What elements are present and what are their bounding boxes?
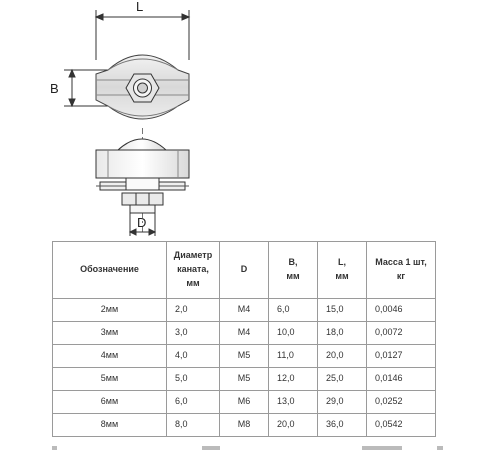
column-header [269,242,318,299]
table-cell: 13,0 [269,391,318,414]
table-cell: 3мм [53,322,167,345]
dimension-l-label: L [136,0,144,14]
column-header [53,242,167,299]
table-row [53,322,436,345]
table-cell: 20,0 [269,414,318,437]
column-header-line: каната, [177,264,209,275]
column-header-line: Обозначение [80,264,139,275]
column-header-line: Масса 1 шт, [375,257,427,268]
table-cell: 6мм [53,391,167,414]
column-header-line: мм [186,277,200,288]
table-cell: 12,0 [269,368,318,391]
dimension-d-label: D [137,215,147,230]
table-cell: 5,0 [167,368,220,391]
table-cell: 0,0046 [367,299,436,322]
table-cell: 3,0 [167,322,220,345]
column-header-line: D [240,264,248,275]
column-header [367,242,436,299]
table-row [53,414,436,437]
table-header-row [53,242,436,299]
clamp-side-view [96,139,189,213]
table-cell: M4 [220,322,269,345]
table-row [53,368,436,391]
table-cell: 29,0 [318,391,367,414]
cut-off-text-row [52,443,452,450]
dimension-b-label: B [50,81,59,96]
column-header [318,242,367,299]
table-cell: M8 [220,414,269,437]
clamp-top-view [96,55,189,119]
column-header-line: L, [338,257,346,268]
table-row [53,391,436,414]
column-header-line: мм [335,271,349,281]
column-header-line: кг [396,271,406,281]
table-row [53,299,436,322]
table-cell: 6,0 [167,391,220,414]
table-cell: 8,0 [167,414,220,437]
table-cell: 0,0127 [367,345,436,368]
column-header-line: мм [286,271,300,281]
table-cell: 2мм [53,299,167,322]
table-cell: 4,0 [167,345,220,368]
table-cell: M6 [220,391,269,414]
table-cell: 18,0 [318,322,367,345]
table-cell: 15,0 [318,299,367,322]
table-cell: M4 [220,299,269,322]
table-cell: 0,0542 [367,414,436,437]
table-cell: 0,0072 [367,322,436,345]
table-cell: M5 [220,345,269,368]
dimension-l [96,10,189,60]
table-cell: 6,0 [269,299,318,322]
table-cell: 20,0 [318,345,367,368]
table-cell: 11,0 [269,345,318,368]
table-cell: 0,0252 [367,391,436,414]
table-cell: 4мм [53,345,167,368]
specification-table [52,241,436,437]
column-header-line: B, [288,257,298,268]
table-cell: 8мм [53,414,167,437]
table-cell: 5мм [53,368,167,391]
column-header [220,242,269,299]
column-header [167,242,220,299]
table-cell: 2,0 [167,299,220,322]
table-cell: 36,0 [318,414,367,437]
table-cell: M5 [220,368,269,391]
table-body [53,299,436,437]
column-header-line: Диаметр [173,250,213,261]
table-cell: 0,0146 [367,368,436,391]
table-cell: 10,0 [269,322,318,345]
table-cell: 25,0 [318,368,367,391]
table-row [53,345,436,368]
